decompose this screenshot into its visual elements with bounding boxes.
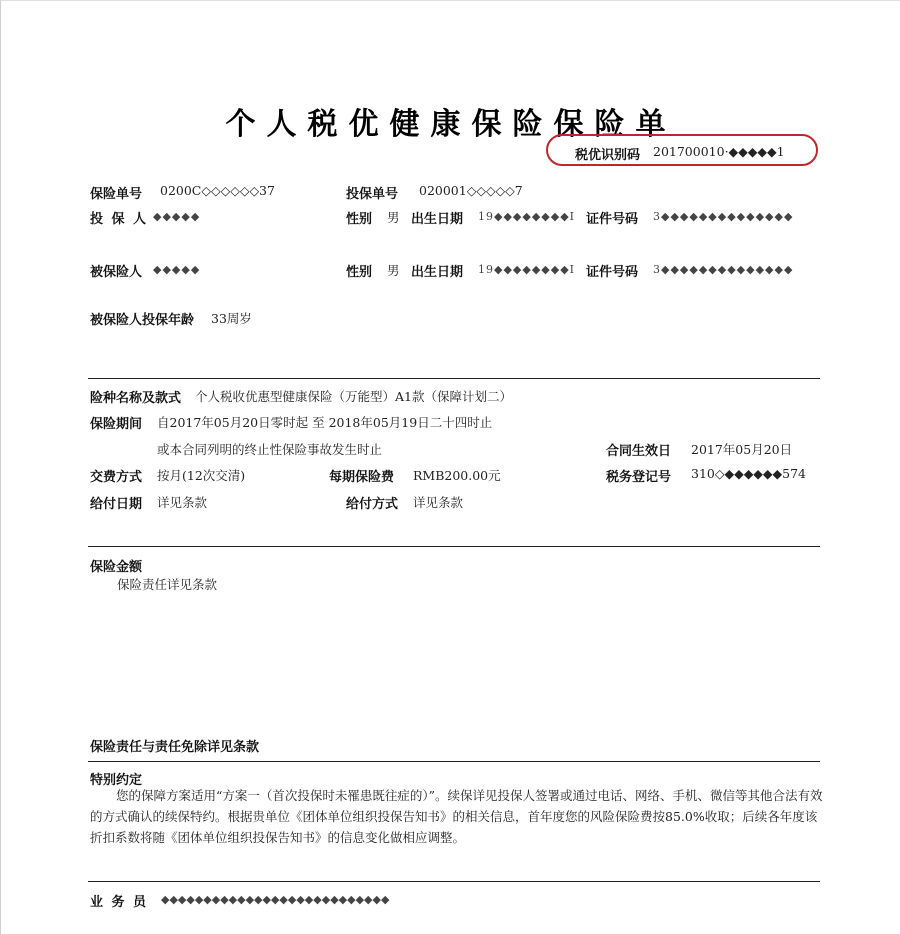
section-divider [88, 378, 820, 379]
applicant-dob: 19◆◆◆◆◆◆◆◆I [478, 210, 576, 223]
tax-registration-value: 310◇◆◆◆◆◆◆574 [691, 466, 807, 481]
applicant-gender: 男 [387, 210, 400, 225]
tax-code-value: 201700010·◆◆◆◆◆1 [653, 144, 785, 159]
policy-no-value: 0200C◇◇◇◇◇◇37 [160, 183, 275, 198]
liability-note: 保险责任与责任免除详见条款 [90, 740, 260, 755]
insured-name: ◆◆◆◆◆ [153, 263, 201, 276]
insured-age-label: 被保险人投保年龄 [90, 313, 195, 328]
payment-method-label: 交费方式 [90, 470, 143, 485]
product-label: 险种名称及款式 [90, 391, 182, 406]
insured-age-value: 33周岁 [211, 311, 252, 326]
insured-label: 被保险人 [90, 265, 143, 280]
sum-insured-label: 保险金额 [90, 560, 143, 575]
application-no-label: 投保单号 [346, 187, 399, 202]
document-title: 个人税优健康保险保险单 [225, 107, 677, 142]
period-value: 自2017年05月20日零时起 至 2018年05月19日二十四时止 [157, 415, 493, 430]
insured-id-label: 证件号码 [586, 265, 639, 280]
special-terms-text: 您的保障方案适用“方案一（首次投保时未罹患既往症的）”。续保详见投保人签署或通过电话、网络、手机、微信等其他合法有效的方式确认的续保特约。根据贵单位《团体单位组织投保告知书》的相关信息，首年度您的风险保险费按85.0%收取；后续各年度该折扣系数将随《团体单位组织投保告知书》的信息变化做相应调整。 [90, 788, 823, 845]
insured-gender-label: 性别 [346, 265, 373, 280]
benefit-method-label: 给付方式 [346, 497, 399, 512]
special-terms-label: 特别约定 [90, 773, 143, 788]
insured-id: 3◆◆◆◆◆◆◆◆◆◆◆◆◆◆ [653, 263, 794, 276]
product-value: 个人税收优惠型健康保险（万能型）A1款（保障计划二） [195, 389, 512, 404]
benefit-method-value: 详见条款 [413, 495, 464, 510]
section-divider [88, 761, 820, 762]
applicant-name: ◆◆◆◆◆ [153, 210, 201, 223]
applicant-label: 投 保 人 [90, 212, 149, 227]
insured-gender: 男 [387, 263, 400, 278]
applicant-id-label: 证件号码 [586, 212, 639, 227]
applicant-dob-label: 出生日期 [411, 212, 464, 227]
section-divider [88, 881, 820, 882]
premium-value: RMB200.00元 [413, 468, 501, 483]
tax-registration-label: 税务登记号 [606, 470, 672, 485]
application-no-value: 020001◇◇◇◇◇7 [419, 183, 523, 198]
period-label: 保险期间 [90, 417, 143, 432]
benefit-date-label: 给付日期 [90, 497, 143, 512]
effective-date-value: 2017年05月20日 [691, 442, 793, 457]
tax-code-label: 税优识别码 [575, 148, 641, 163]
sum-insured-value: 保险责任详见条款 [117, 577, 218, 592]
insured-dob: 19◆◆◆◆◆◆◆◆I [478, 263, 576, 276]
applicant-gender-label: 性别 [346, 212, 373, 227]
benefit-date-value: 详见条款 [157, 495, 208, 510]
payment-method-value: 按月(12次交清) [157, 468, 246, 483]
period-value-line2: 或本合同列明的终止性保险事故发生时止 [157, 442, 383, 457]
applicant-id: 3◆◆◆◆◆◆◆◆◆◆◆◆◆◆ [653, 210, 794, 223]
premium-label: 每期保险费 [329, 470, 395, 485]
agent-value: ◆◆◆◆◆◆◆◆◆◆◆◆◆◆◆◆◆◆◆◆◆◆◆◆◆◆◆ [161, 893, 390, 906]
insured-dob-label: 出生日期 [411, 265, 464, 280]
policy-no-label: 保险单号 [90, 187, 143, 202]
agent-label: 业 务 员 [90, 895, 149, 910]
effective-date-label: 合同生效日 [606, 444, 672, 459]
section-divider [88, 546, 820, 547]
